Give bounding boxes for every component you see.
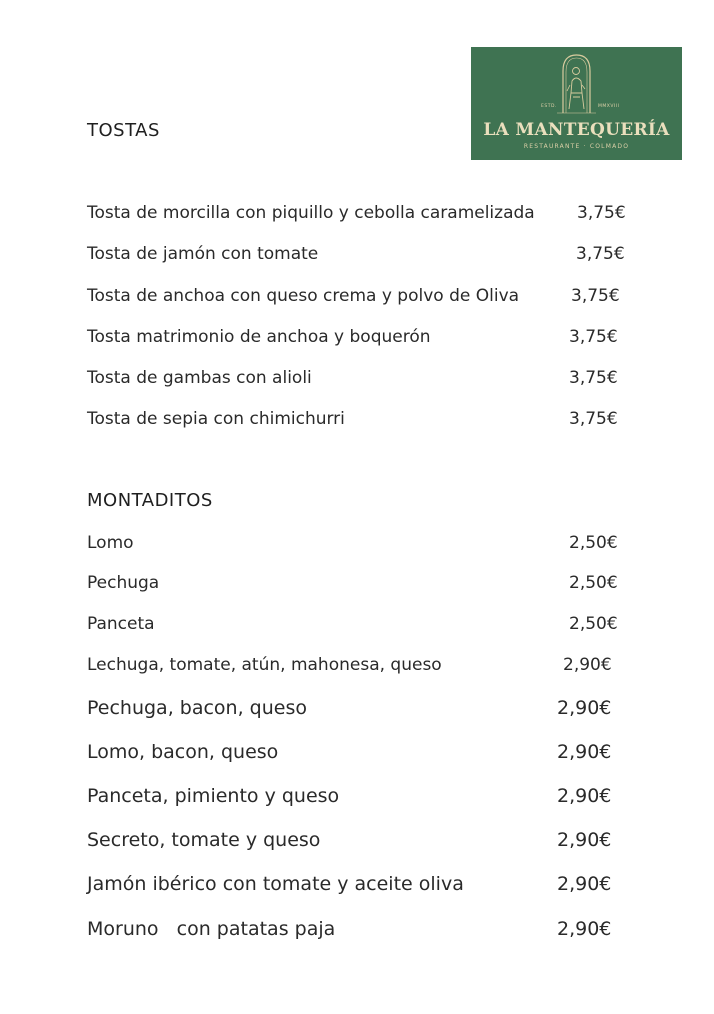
menu-item-name: Moruno con patatas paja xyxy=(87,918,336,940)
menu-item-name: Panceta, pimiento y queso xyxy=(87,785,340,807)
menu-item-name: Tosta de gambas con alioli xyxy=(87,368,312,388)
menu-item-name: Tosta de sepia con chimichurri xyxy=(87,409,345,429)
menu-item-price: 3,75€ xyxy=(569,409,618,429)
menu-item-price: 2,90€ xyxy=(557,829,612,851)
menu-item-name: Secreto, tomate y queso xyxy=(87,829,321,851)
menu-item-price: 2,90€ xyxy=(557,785,612,807)
menu-item-price: 2,90€ xyxy=(557,741,612,763)
menu-item-name: Lechuga, tomate, atún, mahonesa, queso xyxy=(87,655,442,675)
menu-item-name: Lomo xyxy=(87,533,134,553)
menu-item-price: 3,75€ xyxy=(569,327,618,347)
menu-item-name: Jamón ibérico con tomate y aceite oliva xyxy=(87,873,464,895)
menu-item-name: Tosta de morcilla con piquillo y cebolla caramelizada xyxy=(87,203,535,223)
menu-item-price: 2,90€ xyxy=(557,873,612,895)
menu-item-name: Pechuga xyxy=(87,573,160,593)
menu-item-price: 2,50€ xyxy=(569,614,618,634)
menu-item-price: 3,75€ xyxy=(576,244,625,264)
menu-item-name: Tosta de anchoa con queso crema y polvo de Oliva xyxy=(87,286,520,306)
menu-item-price: 3,75€ xyxy=(569,368,618,388)
restaurant-logo xyxy=(471,47,682,160)
menu-item-price: 2,90€ xyxy=(557,918,612,940)
menu-item-name: Tosta de jamón con tomate xyxy=(87,244,319,264)
logo-name: LA MANTEQUERÍA xyxy=(483,120,670,140)
menu-item-price: 3,75€ xyxy=(577,203,626,223)
menu-item-name: Lomo, bacon, queso xyxy=(87,741,279,763)
logo-subtitle: RESTAURANTE · COLMADO xyxy=(523,143,630,150)
menu-item-price: 2,50€ xyxy=(569,533,618,553)
section-title-tostas: TOSTAS xyxy=(87,120,160,141)
section-title-montaditos: MONTADITOS xyxy=(87,490,213,511)
logo-established-left: ESTD. xyxy=(541,104,557,109)
menu-item-name: Panceta xyxy=(87,614,155,634)
menu-item-name: Tosta matrimonio de anchoa y boquerón xyxy=(87,327,431,347)
menu-item-price: 3,75€ xyxy=(571,286,620,306)
logo-established-right: MMXVIII xyxy=(598,104,620,109)
menu-item-name: Pechuga, bacon, queso xyxy=(87,697,307,719)
menu-item-price: 2,90€ xyxy=(557,697,612,719)
menu-item-price: 2,50€ xyxy=(569,573,618,593)
menu-item-price: 2,90€ xyxy=(563,655,612,675)
